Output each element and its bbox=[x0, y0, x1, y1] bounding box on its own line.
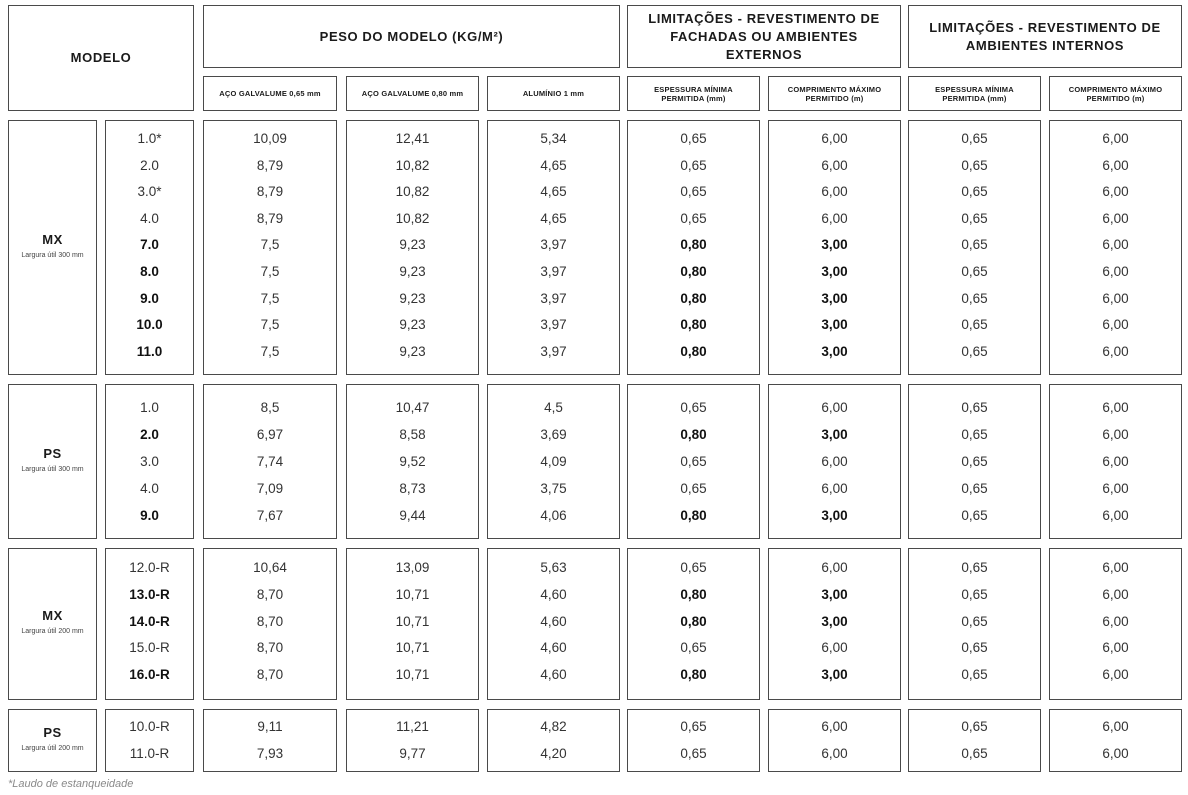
value-cell: 9,23 bbox=[399, 264, 426, 279]
value-cell: 3,75 bbox=[540, 481, 567, 496]
group-name-box bbox=[8, 548, 97, 700]
value-cell: 8,70 bbox=[256, 667, 284, 683]
value-cell: 0,80 bbox=[680, 613, 707, 629]
subheader-6 bbox=[908, 76, 1041, 111]
subheader-label: AÇO GALVALUME 0,80 mm bbox=[361, 89, 464, 98]
group-name: MX bbox=[42, 608, 63, 623]
value-cell: 8,79 bbox=[256, 210, 284, 226]
group-value-box bbox=[627, 709, 760, 772]
subheader-2 bbox=[346, 76, 479, 111]
value-cell: 4,65 bbox=[540, 210, 567, 226]
value-cell: 3,00 bbox=[821, 237, 848, 253]
value-cell: 9,23 bbox=[399, 290, 426, 306]
value-cell: 9,23 bbox=[399, 343, 426, 359]
value-cell: 6,00 bbox=[821, 131, 848, 146]
value-cell: 6,00 bbox=[821, 719, 848, 734]
value-cell: 8,70 bbox=[256, 640, 284, 656]
value-cell: 0,65 bbox=[961, 454, 988, 469]
value-cell: 10,71 bbox=[395, 640, 430, 656]
group-note: Largura útil 300 mm bbox=[21, 251, 84, 259]
value-cell: 0,65 bbox=[961, 667, 988, 683]
value-cell: 8,5 bbox=[260, 400, 280, 415]
value-cell: 10,71 bbox=[395, 586, 430, 602]
group-model-box bbox=[105, 120, 194, 375]
value-cell: 0,65 bbox=[961, 560, 988, 575]
value-cell: 0,80 bbox=[680, 264, 707, 279]
value-cell: 6,00 bbox=[1102, 210, 1129, 226]
value-cell: 9,23 bbox=[399, 317, 426, 333]
value-cell: 0,65 bbox=[680, 560, 707, 575]
value-cell: 4,60 bbox=[540, 640, 567, 656]
group-value-box bbox=[487, 548, 620, 700]
value-cell: 0,65 bbox=[680, 131, 707, 146]
value-cell: 4,06 bbox=[540, 508, 567, 523]
value-cell: 6,00 bbox=[1102, 454, 1129, 469]
value-cell: 6,00 bbox=[821, 400, 848, 415]
value-cell: 0,65 bbox=[680, 481, 707, 496]
value-cell: 3,00 bbox=[821, 317, 848, 333]
value-cell: 0,65 bbox=[961, 719, 988, 734]
value-cell: 0,65 bbox=[680, 454, 707, 469]
header-limitacoes-internos bbox=[908, 5, 1182, 68]
value-cell: 0,65 bbox=[680, 210, 707, 226]
value-cell: 0,65 bbox=[961, 746, 988, 761]
value-cell: 3,00 bbox=[821, 427, 848, 442]
group-value-box bbox=[487, 709, 620, 772]
value-cell: 3,97 bbox=[540, 343, 567, 359]
value-cell: 10,82 bbox=[395, 184, 430, 200]
value-cell: 6,00 bbox=[1102, 746, 1129, 761]
group-value-box bbox=[346, 120, 479, 375]
value-cell: 4,20 bbox=[540, 746, 567, 761]
model-cell: 10.0 bbox=[136, 317, 163, 333]
value-cell: 6,00 bbox=[821, 746, 848, 761]
header-peso-label: PESO DO MODELO (KG/M²) bbox=[319, 28, 504, 44]
value-cell: 6,00 bbox=[1102, 427, 1129, 442]
value-cell: 6,00 bbox=[821, 184, 848, 200]
value-cell: 0,65 bbox=[961, 157, 988, 173]
value-cell: 10,47 bbox=[395, 400, 430, 415]
value-cell: 0,80 bbox=[680, 667, 707, 683]
group-label bbox=[9, 725, 96, 753]
group-name: PS bbox=[43, 445, 62, 461]
value-cell: 0,65 bbox=[961, 237, 988, 253]
value-cell: 0,80 bbox=[680, 586, 707, 602]
value-cell: 3,00 bbox=[821, 586, 848, 602]
value-cell: 0,65 bbox=[961, 400, 988, 415]
value-cell: 6,00 bbox=[1102, 290, 1129, 306]
value-cell: 12,41 bbox=[395, 131, 430, 146]
group-note: Largura útil 200 mm bbox=[21, 744, 84, 752]
subheader-label: ESPESSURA MÍNIMA PERMITIDA (mm) bbox=[935, 84, 1014, 103]
group-value-box bbox=[908, 548, 1041, 700]
header-limitacoes-externos-label: LIMITAÇÕES - REVESTIMENTO DE FACHADAS OU AMBIENTES EXTERNOS bbox=[648, 10, 880, 62]
value-cell: 10,82 bbox=[395, 210, 430, 226]
group-name-box bbox=[8, 120, 97, 375]
group-value-box bbox=[627, 384, 760, 539]
header-peso bbox=[203, 5, 620, 68]
footnote: *Laudo de estanqueidade bbox=[8, 778, 134, 790]
subheader-label: ESPESSURA MÍNIMA PERMITIDA (mm) bbox=[654, 84, 733, 103]
value-cell: 3,97 bbox=[540, 317, 567, 333]
group-note: Largura útil 300 mm bbox=[21, 465, 84, 473]
value-cell: 6,00 bbox=[1102, 400, 1129, 415]
value-cell: 6,00 bbox=[1102, 343, 1129, 359]
value-cell: 10,09 bbox=[253, 131, 287, 146]
group-value-box bbox=[346, 548, 479, 700]
value-cell: 8,79 bbox=[256, 184, 284, 200]
group-model-box bbox=[105, 709, 194, 772]
model-cell: 7.0 bbox=[140, 237, 159, 253]
group-value-box bbox=[346, 709, 479, 772]
value-cell: 7,5 bbox=[260, 317, 280, 333]
value-cell: 3,00 bbox=[821, 667, 848, 683]
value-cell: 6,00 bbox=[1102, 508, 1129, 523]
group-value-box bbox=[1049, 384, 1182, 539]
value-cell: 0,65 bbox=[961, 481, 988, 496]
group-value-box bbox=[203, 384, 337, 539]
value-cell: 10,82 bbox=[395, 157, 430, 173]
group-name-box bbox=[8, 384, 97, 539]
value-cell: 6,00 bbox=[1102, 640, 1129, 656]
value-cell: 7,5 bbox=[260, 264, 280, 279]
value-cell: 6,00 bbox=[821, 640, 848, 656]
value-cell: 6,00 bbox=[1102, 613, 1129, 629]
value-cell: 7,93 bbox=[256, 746, 284, 761]
value-cell: 3,97 bbox=[540, 290, 567, 306]
value-cell: 6,00 bbox=[1102, 586, 1129, 602]
header-modelo-label: MODELO bbox=[70, 50, 132, 65]
group-value-box bbox=[627, 120, 760, 375]
value-cell: 6,00 bbox=[821, 157, 848, 173]
value-cell: 8,73 bbox=[399, 481, 426, 496]
value-cell: 0,65 bbox=[961, 131, 988, 146]
model-cell: 1.0 bbox=[140, 400, 159, 415]
value-cell: 0,65 bbox=[961, 317, 988, 333]
value-cell: 3,00 bbox=[821, 290, 848, 306]
group-value-box bbox=[908, 384, 1041, 539]
value-cell: 0,65 bbox=[961, 290, 988, 306]
value-cell: 9,52 bbox=[399, 454, 426, 469]
group-value-box bbox=[908, 709, 1041, 772]
value-cell: 6,00 bbox=[1102, 184, 1129, 200]
value-cell: 13,09 bbox=[395, 560, 430, 575]
group-value-box bbox=[487, 120, 620, 375]
value-cell: 3,69 bbox=[540, 427, 567, 442]
value-cell: 3,97 bbox=[540, 264, 567, 279]
value-cell: 10,71 bbox=[395, 667, 430, 683]
group-value-box bbox=[768, 384, 901, 539]
value-cell: 8,58 bbox=[399, 427, 426, 442]
value-cell: 0,80 bbox=[680, 237, 707, 253]
value-cell: 0,80 bbox=[680, 317, 707, 333]
value-cell: 4,60 bbox=[540, 613, 567, 629]
model-cell: 11.0 bbox=[136, 343, 163, 359]
model-cell: 9.0 bbox=[140, 508, 159, 523]
value-cell: 0,65 bbox=[961, 343, 988, 359]
value-cell: 10,71 bbox=[395, 613, 430, 629]
value-cell: 0,65 bbox=[961, 264, 988, 279]
value-cell: 0,65 bbox=[680, 157, 707, 173]
group-note: Largura útil 200 mm bbox=[21, 628, 84, 635]
model-cell: 4.0 bbox=[140, 210, 159, 226]
value-cell: 7,5 bbox=[260, 290, 280, 306]
value-cell: 6,00 bbox=[1102, 560, 1129, 575]
model-cell: 1.0* bbox=[137, 131, 162, 146]
model-cell: 12.0-R bbox=[129, 560, 170, 575]
group-label bbox=[9, 446, 96, 474]
group-model-box bbox=[105, 384, 194, 539]
value-cell: 4,5 bbox=[544, 400, 563, 415]
group-value-box bbox=[768, 120, 901, 375]
value-cell: 3,97 bbox=[540, 237, 567, 253]
value-cell: 7,5 bbox=[260, 237, 280, 253]
group-value-box bbox=[627, 548, 760, 700]
value-cell: 6,00 bbox=[1102, 667, 1129, 683]
value-cell: 6,00 bbox=[1102, 317, 1129, 333]
subheader-label: AÇO GALVALUME 0,65 mm bbox=[219, 89, 321, 98]
model-cell: 11.0-R bbox=[129, 746, 170, 761]
value-cell: 0,65 bbox=[961, 640, 988, 656]
subheader-4 bbox=[627, 76, 760, 111]
value-cell: 6,00 bbox=[1102, 264, 1129, 279]
value-cell: 9,23 bbox=[399, 237, 426, 253]
model-cell: 4.0 bbox=[140, 481, 159, 496]
subheader-label: COMPRIMENTO MÁXIMO PERMITIDO (m) bbox=[1068, 84, 1163, 103]
group-value-box bbox=[203, 120, 337, 375]
model-cell: 10.0-R bbox=[129, 719, 170, 734]
model-cell: 16.0-R bbox=[129, 667, 170, 683]
value-cell: 6,00 bbox=[1102, 237, 1129, 253]
value-cell: 8,70 bbox=[256, 586, 284, 602]
value-cell: 0,80 bbox=[680, 343, 707, 359]
value-cell: 5,63 bbox=[540, 560, 567, 575]
value-cell: 9,77 bbox=[399, 746, 426, 761]
group-value-box bbox=[346, 384, 479, 539]
value-cell: 4,60 bbox=[540, 586, 567, 602]
model-cell: 14.0-R bbox=[129, 613, 170, 629]
value-cell: 9,44 bbox=[399, 508, 426, 523]
group-value-box bbox=[203, 709, 337, 772]
value-cell: 3,00 bbox=[821, 264, 848, 279]
group-name-box bbox=[8, 709, 97, 772]
subheader-label: ALUMÍNIO 1 mm bbox=[522, 89, 585, 98]
value-cell: 4,82 bbox=[540, 719, 567, 734]
model-cell: 3.0* bbox=[137, 184, 162, 200]
group-value-box bbox=[487, 384, 620, 539]
value-cell: 6,00 bbox=[1102, 157, 1129, 173]
value-cell: 0,65 bbox=[680, 640, 707, 656]
group-value-box bbox=[768, 709, 901, 772]
value-cell: 7,74 bbox=[256, 454, 284, 469]
model-cell: 2.0 bbox=[140, 427, 159, 442]
value-cell: 0,65 bbox=[961, 184, 988, 200]
group-name: MX bbox=[42, 231, 63, 247]
model-cell: 15.0-R bbox=[129, 640, 170, 656]
value-cell: 8,79 bbox=[256, 157, 284, 173]
subheader-3 bbox=[487, 76, 620, 111]
group-value-box bbox=[1049, 120, 1182, 375]
model-cell: 3.0 bbox=[140, 454, 159, 469]
value-cell: 0,65 bbox=[680, 746, 707, 761]
subheader-7 bbox=[1049, 76, 1182, 111]
value-cell: 8,70 bbox=[256, 613, 284, 629]
header-limitacoes-externos bbox=[627, 5, 901, 68]
group-value-box bbox=[768, 548, 901, 700]
value-cell: 6,97 bbox=[256, 427, 284, 442]
value-cell: 4,09 bbox=[540, 454, 567, 469]
value-cell: 4,65 bbox=[540, 157, 567, 173]
value-cell: 3,00 bbox=[821, 613, 848, 629]
value-cell: 6,00 bbox=[821, 481, 848, 496]
value-cell: 0,80 bbox=[680, 427, 707, 442]
value-cell: 6,00 bbox=[821, 210, 848, 226]
value-cell: 0,65 bbox=[680, 719, 707, 734]
value-cell: 6,00 bbox=[821, 454, 848, 469]
value-cell: 7,5 bbox=[260, 343, 280, 359]
subheader-5 bbox=[768, 76, 901, 111]
value-cell: 0,65 bbox=[961, 210, 988, 226]
group-value-box bbox=[1049, 548, 1182, 700]
value-cell: 0,65 bbox=[680, 400, 707, 415]
model-cell: 8.0 bbox=[140, 264, 159, 279]
value-cell: 0,80 bbox=[680, 290, 707, 306]
subheader-1 bbox=[203, 76, 337, 111]
group-value-box bbox=[1049, 709, 1182, 772]
value-cell: 6,00 bbox=[1102, 719, 1129, 734]
group-value-box bbox=[908, 120, 1041, 375]
header-limitacoes-internos-label: LIMITAÇÕES - REVESTIMENTO DE AMBIENTES INTERNOS bbox=[929, 19, 1161, 53]
group-label bbox=[9, 608, 96, 636]
value-cell: 0,65 bbox=[961, 427, 988, 442]
value-cell: 0,65 bbox=[961, 586, 988, 602]
value-cell: 10,64 bbox=[253, 560, 287, 575]
value-cell: 4,65 bbox=[540, 184, 567, 200]
value-cell: 0,65 bbox=[680, 184, 707, 200]
group-model-box bbox=[105, 548, 194, 700]
model-cell: 2.0 bbox=[140, 157, 159, 173]
value-cell: 6,00 bbox=[821, 560, 848, 575]
value-cell: 6,00 bbox=[1102, 481, 1129, 496]
value-cell: 4,60 bbox=[540, 667, 567, 683]
value-cell: 9,11 bbox=[257, 719, 283, 734]
group-name: PS bbox=[43, 724, 62, 740]
model-cell: 9.0 bbox=[140, 290, 159, 306]
model-cell: 13.0-R bbox=[129, 586, 170, 602]
value-cell: 11,21 bbox=[396, 719, 429, 734]
group-label bbox=[9, 232, 96, 260]
value-cell: 6,00 bbox=[1102, 131, 1129, 146]
value-cell: 5,34 bbox=[540, 131, 567, 146]
value-cell: 0,80 bbox=[680, 508, 707, 523]
value-cell: 7,09 bbox=[256, 481, 284, 496]
value-cell: 3,00 bbox=[821, 508, 848, 523]
header-modelo bbox=[8, 5, 194, 111]
value-cell: 0,65 bbox=[961, 508, 988, 523]
subheader-label: COMPRIMENTO MÁXIMO PERMITIDO (m) bbox=[787, 84, 882, 103]
group-value-box bbox=[203, 548, 337, 700]
value-cell: 3,00 bbox=[821, 343, 848, 359]
value-cell: 7,67 bbox=[256, 508, 284, 523]
value-cell: 0,65 bbox=[961, 613, 988, 629]
